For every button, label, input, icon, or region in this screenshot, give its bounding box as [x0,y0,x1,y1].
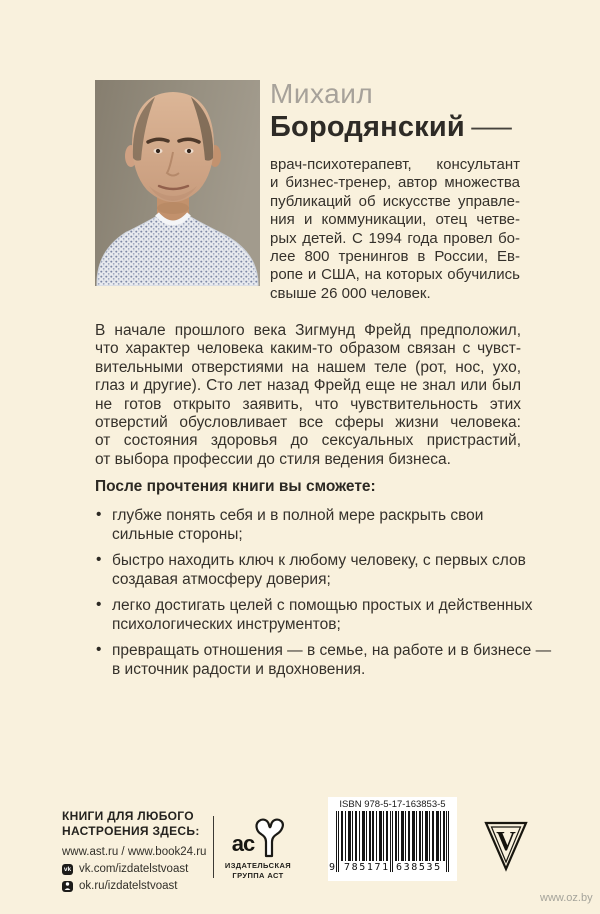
bio-line: свыше 26 000 человек. [270,284,431,302]
store-watermark: www.oz.by [540,892,593,904]
ok-row [62,880,212,892]
ast-figure-icon [254,816,284,858]
author-first-name: Михаил [270,78,374,109]
author-portrait-illustration [95,80,260,286]
bullet-line: создавая атмосферу доверия; [112,570,331,588]
v-imprint-logo [483,820,529,877]
bullet-line: сильные стороны; [112,525,243,543]
barcode-digits-right: 638535 [396,862,442,873]
author-bio [270,156,520,303]
bio-line: врач-психотерапевт, консультант [270,156,520,173]
barcode-digit-lead: 9 [329,862,336,873]
publisher-websites: www.ast.ru / www.book24.ru [62,846,207,858]
ok-link: ok.ru/izdatelstvoast [79,880,178,892]
name-dash: — [471,110,512,143]
publisher-group-line2: ГРУППА АСТ [232,870,284,880]
desc-line: что характер человека каким-то образом связан с чувст- [95,340,521,358]
publisher-group-line1: ИЗДАТЕЛЬСКАЯ [224,861,292,870]
vk-link: vk.com/izdatelstvoast [79,863,189,875]
barcode-box [328,797,457,881]
author-photo [95,80,260,286]
author-name-block [270,78,570,144]
desc-line: В начале прошлого века Зигмунд Фрейд предположил, [95,322,521,339]
bullet-line: в источник радости и вдохновения. [112,660,366,678]
bullet-line: психологических инструментов; [112,615,341,633]
v-logo-letter: V [496,826,516,856]
publisher-promo-block [62,809,212,892]
isbn-text: ISBN 978-5-17-163853-5 [339,799,446,810]
vk-row [62,863,212,875]
promo-heading-line1: КНИГИ ДЛЯ ЛЮБОГО [62,809,194,823]
bio-line: ния и коммуникации, отец четве- [270,211,520,229]
bio-line: ропе и США, на которых обучились [270,266,520,284]
bullet-line: • быстро находить ключ к любому человеку, с первых слов [112,552,526,569]
bio-line: рых детей. С 1994 года провел бо- [270,229,520,247]
bullet-line: • глубже понять себя и в полной мере раскрыть свои [112,507,484,524]
bio-line: и бизнес-тренер, автор множества [270,174,520,192]
barcode-digits-left: 785171 [344,862,390,873]
footer-divider [213,816,214,878]
benefits-heading: После прочтения книги вы сможете: [95,478,376,495]
bio-line: лее 800 тренингов в России, Ев- [270,248,520,266]
author-last-name: Бородянский [270,111,465,143]
vk-icon: vk [63,865,72,873]
benefits-list [95,507,557,687]
bullet-item [95,507,557,544]
bullet-item [95,597,557,634]
bullet-item [95,552,557,589]
desc-line: вительными отверстиями на нашем теле (рот, нос, ухо, [95,358,521,376]
desc-line: от состояния здоровья до сексуальных пристрастий, [95,432,521,450]
desc-line: глаз и другие). Сто лет назад Фрейд еще не знал или был [95,377,521,395]
ast-logo-text: ac [231,831,255,856]
ast-publisher-block [221,816,295,880]
bullet-line: • легко достигать целей с помощью простых и действенных [112,597,533,614]
desc-line: не готов открыто заявить, что чувствительность этих [95,395,521,413]
desc-line: отверстий обусловливает все сферы жизни человека: [95,414,521,432]
desc-line: от выбора профессии до стиля ведения бизнеса. [95,450,451,468]
promo-heading-line2: НАСТРОЕНИЯ ЗДЕСЬ: [62,823,200,838]
description-paragraph [95,322,521,469]
v-triangle-icon [483,820,529,872]
bullet-item [95,642,557,679]
bullet-line: • превращать отношения — в семье, на работе и в бизнесе — [112,642,552,659]
ok-icon [62,881,73,892]
bio-line: публикаций об искусстве управле- [270,192,520,210]
ok-person-glyph [64,882,71,891]
ast-logo [221,816,295,858]
